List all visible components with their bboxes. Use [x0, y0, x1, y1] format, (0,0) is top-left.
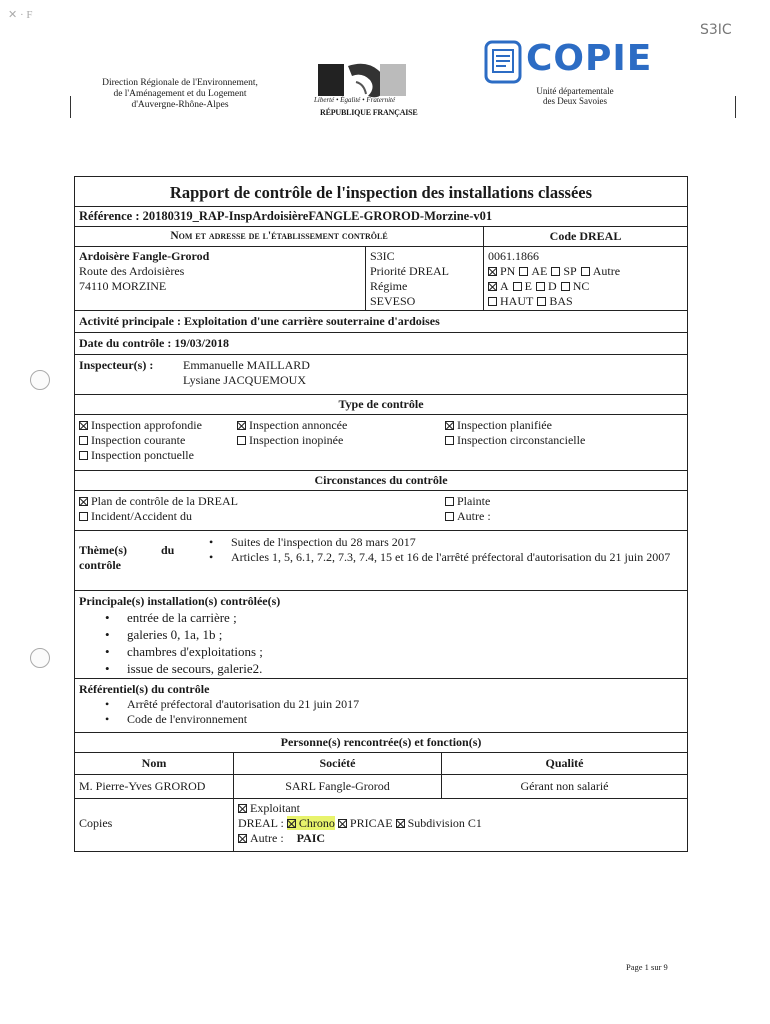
checkbox-icon	[238, 834, 247, 843]
unchecked-box-icon	[536, 282, 545, 291]
checkbox-option	[79, 494, 437, 509]
control-date: Date du contrôle : 19/03/2018	[75, 333, 687, 355]
priority-options	[488, 264, 683, 279]
unchecked-box-icon	[519, 267, 528, 276]
control-type-col-1	[75, 415, 233, 470]
control-type-col-3	[441, 415, 687, 470]
republic-motto: Liberté • Égalité • Fraternité	[314, 96, 396, 104]
copies-block	[233, 799, 687, 851]
seveso-options	[488, 294, 683, 309]
checkbox-label: PN	[500, 264, 516, 278]
unit-header: Unité départementale des Deux Savoies	[536, 86, 614, 106]
checkbox-option	[79, 433, 229, 448]
control-type-row	[75, 415, 687, 471]
checkbox-option	[488, 264, 515, 278]
checkbox-icon	[338, 819, 347, 828]
checkbox-option	[513, 279, 532, 293]
checkbox-label: Autre	[592, 264, 621, 278]
inspectors-list	[183, 358, 310, 388]
checked-box-icon	[79, 421, 88, 430]
checkbox-option	[561, 279, 590, 293]
themes-list	[203, 531, 687, 590]
checked-box-icon	[488, 267, 497, 276]
referential-item-1: • Arrêté préfectoral d'autorisation du 21 juin 2017	[127, 697, 683, 712]
checked-box-icon	[237, 421, 246, 430]
margin-line-right	[735, 96, 736, 118]
circumstances-col-1	[75, 491, 441, 530]
persons-header-company: Société	[233, 753, 441, 774]
checkbox-label: BAS	[549, 294, 573, 308]
report-reference: Référence : 20180319_RAP-InspArdoisièreFANGLE-GROROD-Morzine-v01	[75, 207, 687, 227]
unchecked-box-icon	[237, 436, 246, 445]
classification-values	[483, 247, 687, 310]
checked-box-icon	[445, 421, 454, 430]
unchecked-box-icon	[561, 282, 570, 291]
establishment-name: Ardoisère Fangle-Grorod	[79, 249, 210, 263]
theme-item-2: • Articles 1, 5, 6.1, 7.2, 7.3, 7.4, 15 et 16 de l'arrêté préfectoral d'autorisation du 21 juin 2007	[231, 550, 683, 565]
checkbox-option	[488, 279, 509, 293]
checkbox-label: AE	[531, 264, 548, 278]
installation-item-4: • issue de secours, galerie2.	[127, 660, 683, 677]
checkbox-option	[79, 418, 229, 433]
referential-title: Référentiel(s) du contrôle	[79, 682, 210, 696]
referential-item-2: • Code de l'environnement	[127, 712, 683, 727]
checkbox-option	[79, 509, 437, 524]
checkbox-option	[237, 433, 437, 448]
copies-exploitant: Exploitant	[238, 801, 683, 816]
checkbox-label: Plainte	[457, 494, 491, 508]
inspector-1: Emmanuelle MAILLARD	[183, 358, 310, 372]
checkbox-label: Inspection courante	[91, 433, 186, 447]
checkbox-option	[445, 509, 683, 524]
checkbox-option	[536, 279, 557, 293]
theme-item-1: • Suites de l'inspection du 28 mars 2017	[231, 535, 683, 550]
person-row	[75, 775, 687, 799]
document-stamp-icon	[484, 40, 522, 84]
checkbox-label: Autre :	[457, 509, 491, 523]
checkbox-label: HAUT	[500, 294, 534, 308]
person-role: Gérant non salarié	[441, 775, 687, 798]
report-title: Rapport de contrôle de l'inspection des installations classées	[75, 177, 687, 207]
regime-options	[488, 279, 683, 294]
installation-item-1: • entrée de la carrière ;	[127, 609, 683, 626]
checkbox-option	[551, 264, 576, 278]
establishment-header-row	[75, 227, 687, 247]
unchecked-box-icon	[79, 451, 88, 460]
punch-hole-bottom	[30, 648, 50, 668]
dreal-header: Direction Régionale de l'Environnement, de l'Aménagement et du Logement d'Auvergne-Rhône-Alpes	[102, 78, 258, 110]
establishment-row	[75, 247, 687, 311]
establishment-address-1: Route des Ardoisières	[79, 264, 185, 278]
checkbox-option	[445, 494, 683, 509]
installations-title: Principale(s) installation(s) contrôlée(s)	[79, 594, 281, 608]
themes-row	[75, 531, 687, 591]
scan-mark: ✕ · F	[8, 9, 33, 21]
copie-stamp: COPIE	[484, 36, 644, 88]
control-type-title: Type de contrôle	[75, 395, 687, 415]
page-number: Page 1 sur 9	[626, 962, 668, 972]
themes-label: Thème(s) du contrôle	[79, 543, 175, 572]
checkbox-icon	[396, 819, 405, 828]
checkbox-label: Inspection annoncée	[249, 418, 348, 432]
checkbox-label: Inspection planifiée	[457, 418, 552, 432]
margin-line-left	[70, 96, 71, 118]
circumstances-row	[75, 491, 687, 531]
circumstances-col-2	[441, 491, 687, 530]
checkbox-label: Plan de contrôle de la DREAL	[91, 494, 238, 508]
classification-s3ic: S3IC	[370, 249, 395, 263]
classification-labels	[365, 247, 483, 310]
checkbox-option	[79, 448, 229, 463]
control-type-col-2	[233, 415, 441, 470]
checkbox-option	[519, 264, 547, 278]
installations-row	[75, 591, 687, 679]
unchecked-box-icon	[79, 436, 88, 445]
persons-header-name: Nom	[141, 756, 167, 770]
establishment-header: Nom et adresse de l'établissement contrôlé	[170, 230, 388, 242]
checkbox-label: Inspection circonstancielle	[457, 433, 586, 447]
installation-item-3: • chambres d'exploitations ;	[127, 643, 683, 660]
handwritten-note: S3IC	[700, 22, 732, 38]
persons-header-row	[75, 753, 687, 775]
checkbox-label: E	[524, 279, 533, 293]
unchecked-box-icon	[537, 297, 546, 306]
classification-priority: Priorité DREAL	[370, 264, 449, 278]
unchecked-box-icon	[551, 267, 560, 276]
checkbox-option	[488, 294, 533, 308]
republic-name: RÉPUBLIQUE FRANÇAISE	[320, 108, 418, 117]
checked-box-icon	[488, 282, 497, 291]
checkbox-option	[581, 264, 620, 278]
dreal-code: 0061.1866	[488, 249, 539, 263]
person-name: M. Pierre-Yves GROROD	[79, 779, 206, 793]
checkbox-label: SP	[563, 264, 577, 278]
checked-box-icon	[79, 497, 88, 506]
installation-item-2: • galeries 0, 1a, 1b ;	[127, 626, 683, 643]
checkbox-label: Inspection ponctuelle	[91, 448, 194, 462]
persons-header-role: Qualité	[441, 753, 687, 774]
copies-label: Copies	[79, 816, 113, 830]
unchecked-box-icon	[445, 436, 454, 445]
unchecked-box-icon	[79, 512, 88, 521]
establishment-block	[75, 247, 365, 310]
unchecked-box-icon	[445, 512, 454, 521]
unchecked-box-icon	[488, 297, 497, 306]
person-company: SARL Fangle-Grorod	[233, 775, 441, 798]
copies-row	[75, 799, 687, 851]
persons-title: Personne(s) rencontrée(s) et fonction(s)	[75, 733, 687, 753]
checkbox-label: A	[500, 279, 509, 293]
checkbox-label: D	[548, 279, 557, 293]
copies-dreal: DREAL : Chrono PRICAE Subdivision C1	[238, 816, 482, 830]
unchecked-box-icon	[513, 282, 522, 291]
establishment-address-2: 74110 MORZINE	[79, 279, 167, 293]
referential-row	[75, 679, 687, 733]
inspectors-label: Inspecteur(s) :	[79, 358, 154, 372]
punch-hole-top	[30, 370, 50, 390]
checkbox-label: Inspection approfondie	[91, 418, 202, 432]
checkbox-label: Inspection inopinée	[249, 433, 344, 447]
circumstances-title: Circonstances du contrôle	[75, 471, 687, 491]
classification-seveso: SEVESO	[370, 294, 416, 308]
unchecked-box-icon	[581, 267, 590, 276]
inspectors-row	[75, 355, 687, 395]
unchecked-box-icon	[445, 497, 454, 506]
checkbox-label: NC	[572, 279, 590, 293]
checkbox-option	[237, 418, 437, 433]
checkbox-option	[445, 418, 683, 433]
inspector-2: Lysiane JACQUEMOUX	[183, 373, 306, 387]
checkbox-option	[537, 294, 572, 308]
classification-regime: Régime	[370, 279, 408, 293]
copies-other: Autre : PAIC	[238, 831, 683, 846]
checkbox-option	[445, 433, 683, 448]
checkbox-label: Incident/Accident du	[91, 509, 192, 523]
code-header: Code DREAL	[483, 227, 687, 246]
checkbox-icon	[238, 804, 247, 813]
main-activity: Activité principale : Exploitation d'une carrière souterraine d'ardoises	[75, 311, 687, 333]
checkbox-icon	[287, 819, 296, 828]
inspection-report-form	[74, 176, 688, 852]
